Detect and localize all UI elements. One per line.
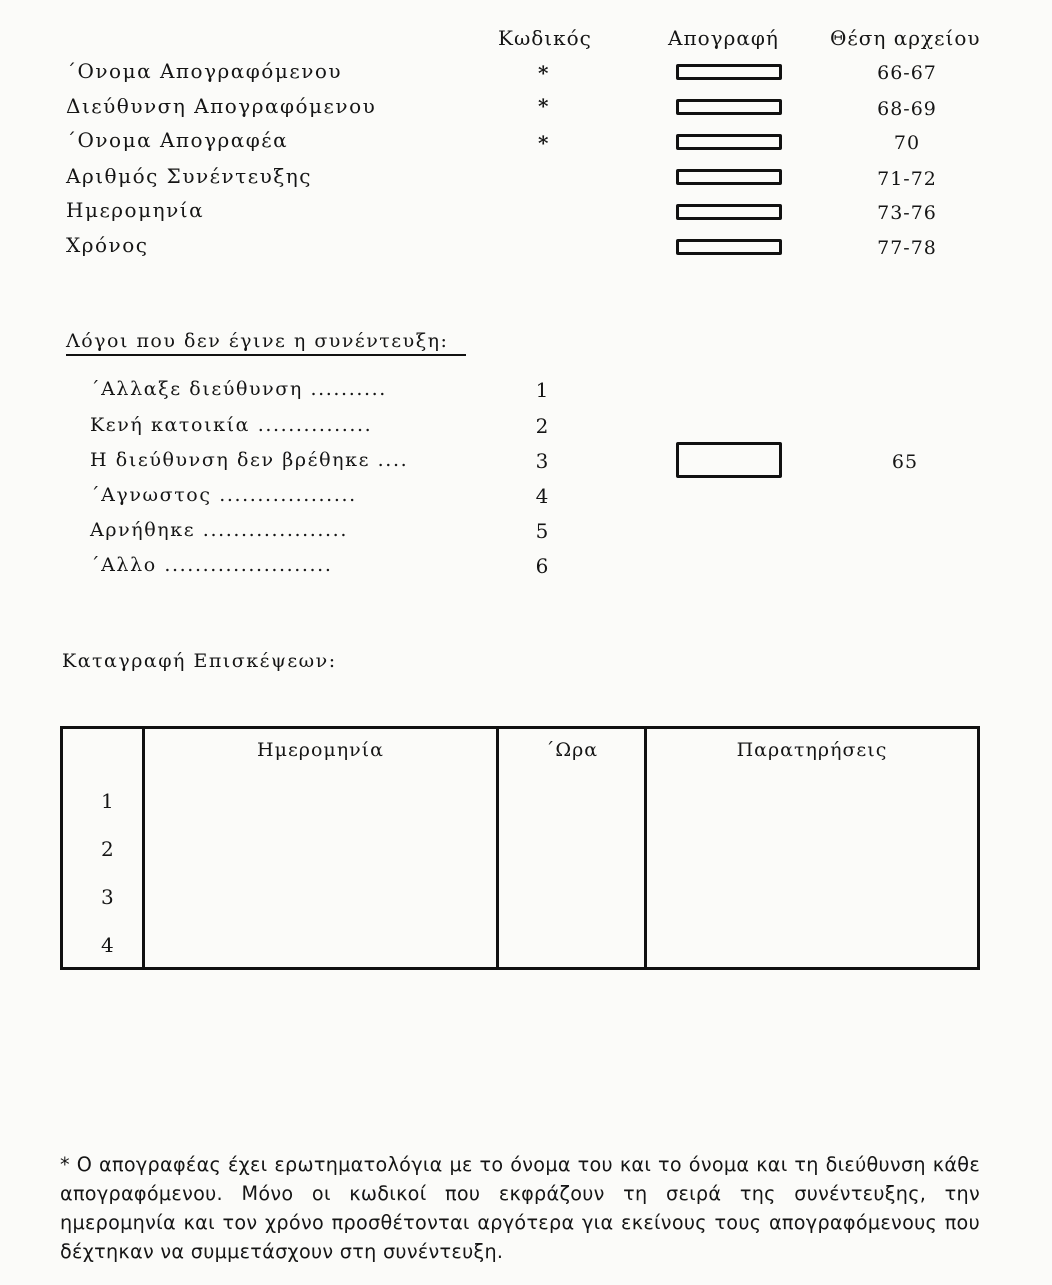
census-entry-box[interactable]: [676, 204, 782, 220]
header-census: Απογραφή: [668, 26, 779, 50]
census-entry-box[interactable]: [676, 239, 782, 255]
census-entry-box[interactable]: [676, 64, 782, 80]
census-entry-box[interactable]: [676, 169, 782, 185]
reason-position: 65: [891, 451, 919, 473]
reason-code: 5: [535, 519, 549, 543]
row-number: 3: [101, 885, 114, 909]
reason-entry-box[interactable]: [676, 442, 782, 478]
reason-label: ΄Αλλαξε διεύθυνση ..........: [90, 378, 387, 400]
reason-code: 6: [535, 554, 549, 578]
field-position: 71-72: [877, 168, 937, 190]
header-code: Κωδικός: [498, 26, 592, 50]
field-position: 77-78: [877, 237, 937, 259]
remarks-column[interactable]: [646, 728, 979, 969]
footnote: * Ο απογραφέας έχει ερωτηματολόγια με το όνομα του και το όνομα και τη διεύθυνση κάθε απογραφόμενου. Μόνο οι κωδικοί που εκφράζουν τη σειρά της συνέντευξης, την ημερομηνία και τον χρόνο προσθέτονται αργότερα για εκείνους τους απογραφόμενους που δέχτηκαν να συμμετάσχουν στη συνέντευξη.: [60, 1153, 980, 1263]
reason-label: Αρνήθηκε ...................: [90, 519, 348, 541]
census-entry-box[interactable]: [676, 134, 782, 150]
field-code-marker: *: [538, 61, 549, 85]
date-column-header: Ημερομηνία: [257, 739, 384, 761]
row-number: 4: [101, 933, 114, 957]
field-position: 70: [893, 132, 921, 154]
reason-label: Η διεύθυνση δεν βρέθηκε ....: [90, 449, 409, 471]
census-entry-box[interactable]: [676, 99, 782, 115]
row-number: 1: [101, 789, 114, 813]
time-column-header: ΄Ωρα: [544, 739, 599, 761]
date-column[interactable]: [144, 728, 498, 969]
row-number: 2: [101, 837, 114, 861]
field-code-marker: *: [538, 131, 549, 155]
field-label: ΄Ονομα Απογραφέα: [66, 128, 289, 152]
field-position: 66-67: [877, 62, 937, 84]
field-label: ΄Ονομα Απογραφόμενου: [66, 59, 343, 83]
reason-code: 1: [535, 378, 549, 402]
row-number-column: [62, 728, 144, 969]
reason-code: 2: [535, 414, 549, 438]
field-label: Ημερομηνία: [66, 198, 205, 222]
time-column[interactable]: [498, 728, 646, 969]
reason-code: 4: [535, 484, 549, 508]
reason-label: Κενή κατοικία ...............: [90, 414, 373, 436]
reason-label: ΄Αγνωστος ..................: [90, 484, 357, 506]
field-position: 73-76: [877, 202, 937, 224]
visits-table: [60, 726, 980, 970]
field-label: Αριθμός Συνέντευξης: [66, 164, 312, 188]
header-file-position: Θέση αρχείου: [830, 26, 981, 50]
field-label: Διεύθυνση Απογραφόμενου: [66, 94, 377, 118]
reason-code: 3: [535, 449, 549, 473]
field-label: Χρόνος: [66, 233, 149, 257]
field-code-marker: *: [538, 94, 549, 118]
visits-title: Καταγραφή Επισκέψεων:: [62, 650, 337, 672]
reason-label: ΄Αλλο ......................: [90, 554, 333, 576]
reasons-title: Λόγοι που δεν έγινε η συνέντευξη:: [66, 330, 466, 356]
remarks-column-header: Παρατηρήσεις: [736, 739, 888, 761]
field-position: 68-69: [877, 98, 937, 120]
